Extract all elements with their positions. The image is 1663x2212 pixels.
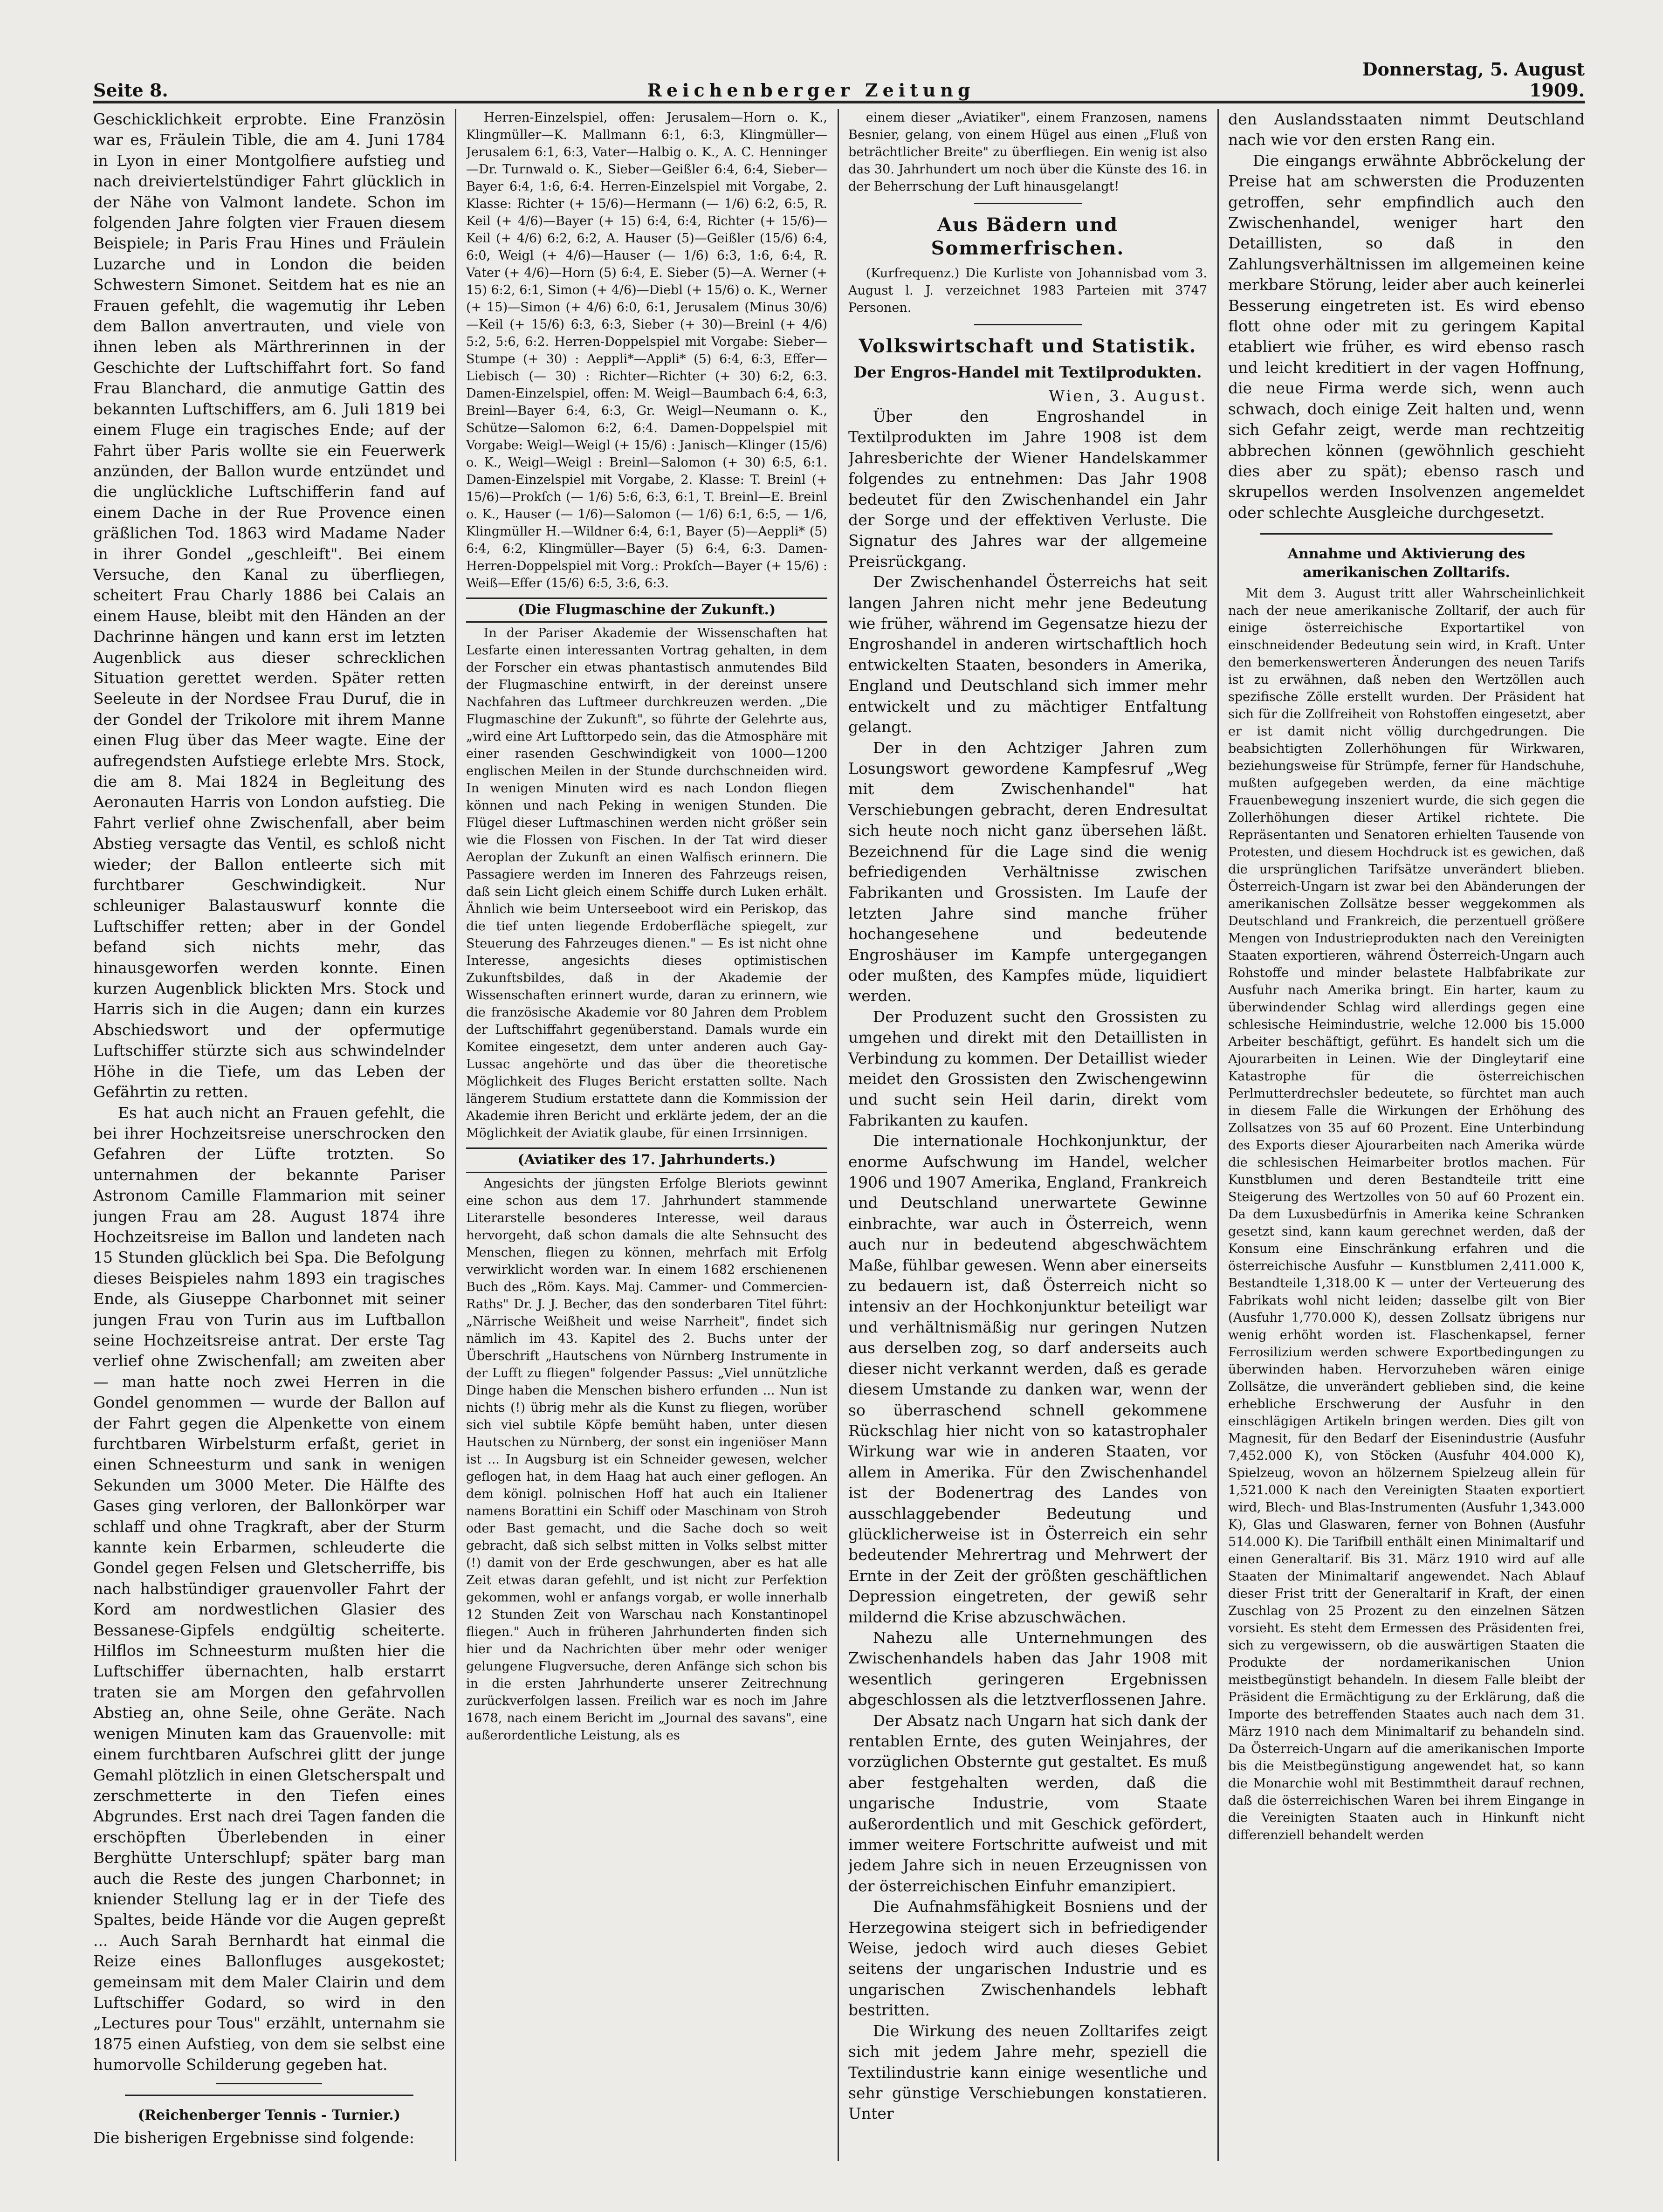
aviatiker-heading: (Aviatiker des 17. Jahrhunderts.) [466,1147,827,1173]
zolltarif-text: Mit dem 3. August tritt aller Wahrscheinlichkeit nach der neue amerikanische Zolltarif, der auch für einige österreichische Exportartikel von einschneidender Bedeutung sein wird, in Kraft. Unter den bemerkenswerteren Änderungen des neuen Tarifs ist zu erwähnen, daß neben den Wertzöllen auch spezifische Zölle erstellt wurden. Der Präsident hat sich für die Zollfreiheit von Rohstoffen eingesetzt, aber er ist damit nicht völlig durchgedrungen. Die beabsichtigten Zollerhöhungen für Wirkwaren, beziehungsweise für Strümpfe, ferner für Handschuhe, mußten aufgegeben werden, da eine mächtige Frauenbewegung inszeniert wurde, die sich gegen die Zollerhöhungen dieser Artikel richtete. Die Repräsentanten und Senatoren erhielten Tausende von Protesten, und diesem Hochdruck ist es gewichen, daß die ursprünglichen Tarifsätze unverändert blieben. Österreich-Ungarn ist zwar bei den Abänderungen der amerikanischen Zollsätze besser weggekommen als Deutschland und Frankreich, die perzentuell größere Mengen von Industrieprodukten nach den Vereinigten Staaten exportieren, während Österreich-Ungarn auch Rohstoffe und minder belastete Halbfabrikate zur Ausfuhr nach Amerika bringt. Ein harter, kaum zu überwindender Schlag wird allerdings gegen eine schlesische Heimindustrie, welche 12.000 bis 15.000 Arbeiter beschäftigt, geführt. Es handelt sich um die Ajourarbeiten in Leinen. Wie der Dingleytarif eine Katastrophe für die österreichischen Perlmutterdrechsler bedeutete, so fürchtet man auch in diesem Falle die Wirkungen der Erhöhung des Zollsatzes von 35 auf 60 Prozent. Eine Unterbindung des Exports dieser Ajourarbeiten nach Amerika würde die schlesischen Heimarbeiter brotlos machen. Für Kunstblumen und deren Bestandteile tritt eine Steigerung des Wertzolles von 50 auf 60 Prozent ein. Da dem Luxusbedürfnis in Amerika keine Schranken gesetzt sind, kann kaum gerechnet werden, daß der Konsum eine Einschränkung erfahren und die österreichische Ausfuhr — Kunstblumen 2,411.000 K, Bestandteile 1,318.00 K — unter der Verteuerung des Fabrikats wohl nicht leiden; dasselbe gilt von Bier (Ausfuhr 1,770.000 K), dessen Zollsatz übrigens nur wenig erhöht worden ist. Flaschenkapsel, ferner Ferrosilizium werden schwere Exportbedingungen zu überwinden haben. Hervorzuheben wären einige Zollsätze, die unverändert geblieben sind, die keine erhebliche Erschwerung der Ausfuhr in den einschlägigen Artikeln bringen werden. Dies gilt von Magnesit, für den Bedarf der Eisenindustrie (Ausfuhr 7,452.000 K), von Stöcken (Ausfuhr 404.000 K), Spielzeug, wovon an hölzernem Spielzeug allein für 1,521.000 K nach den Vereinigten Staaten exportiert wird, Blech- und Blas-Instrumenten (Ausfuhr 1,343.000 K), Glas und Glaswaren, ferner von Bohnen (Ausfuhr 514.000 K). Die Tarifbill enthält einen Minimaltarif und einen Generaltarif. Bis 31. März 1910 wird auf alle Staaten der Minimaltarif angewendet. Nach Ablauf dieser Frist tritt der Generaltarif in Kraft, der einen Zuschlag von 25 Prozent zu den einzelnen Sätzen vorsieht. Es steht dem Ermessen des Präsidenten frei, sich zu vergewissern, ob die auswärtigen Staaten die Produkte der nordamerikanischen Union meistbegünstigt behandeln. In diesem Falle bleibt der Präsident die Ermächtigung zu der Erklärung, daß die Importe des betreffenden Staates auch nach dem 31. März 1910 nach dem Minimaltarif zu behandeln sind. Da Österreich-Ungarn auf die amerikanischen Importe bis die Meistbegünstigung angewendet hat, so kann die Monarchie wohl mit Bestimmtheit darauf rechnen, daß die österreichischen Waren bei ihrem Eingange in die Vereinigten Staaten auch in Hinkunft nicht differenziell behandelt werden [1228,586,1585,1843]
tennis-results: Herren-Einzelspiel, offen: Jerusalem—Horn o. K., Klingmüller—K. Mallmann 6:1, 6:3, Klingmüller—Jerusalem 6:1, 6:3, Vater—Halbig o. K., A. C. Henninger—Dr. Turnwald o. K., Sieber—Geißler 6:4, 6:4, Sieber—Bayer 6:4, 1:6, 6:4. Herren-Einzelspiel mit Vorgabe, 2. Klasse: Richter (+ 15/6)—Hermann (— 1/6) 6:2, 6:5, R. Keil (+ 4/6)—Bayer (+ 15) 6:4, 6:4, Richter (+ 15/6)—Keil (+ 4/6) 6:2, 6:2, A. Hauser (5)—Geißler (15/6) 6:4, 6:0, Weigl (+ 4/6)—Hauser (— 1/6) 6:3, 1:6, 6:4, R. Vater (+ 4/6)—Horn (5) 6:4, E. Sieber (5)—A. Werner (+ 15) 6:2, 6:1, Simon (+ 4/6)—Diebl (+ 15/6) o. K., Werner (+ 15)—Simon (+ 4/6) 6:0, 6:1, Jerusalem (Minus 30/6)—Keil (+ 15/6) 6:3, 6:3, Sieber (+ 30)—Breinl (+ 4/6) 5:2, 5:6, 6:2. Herren-Doppelspiel mit Vorgabe: Sieber—Stumpe (+ 30) : Aeppli*—Appli* (5) 6:4, 6:3, Effer—Liebisch (— 30) : Richter—Richter (+ 30) 6:2, 6:3. Damen-Einzelspiel, offen: M. Weigl—Baumbach 6:4, 6:3, Breinl—Bayer 6:4, 6:3, Gr. Weigl—Neumann o. K., Schütze—Salomon 6:2, 6:4. Damen-Doppelspiel mit Vorgabe: Weigl—Weigl (+ 15/6) : Janisch—Klinger (15/6) o. K., Weigl—Weigl : Breinl—Salomon (+ 30) 6:5, 6:1. Damen-Einzelspiel mit Vorgabe, 2. Klasse: T. Breinl (+ 15/6)—Prokſch (— 1/6) 5:6, 6:3, 6:1, T. Breinl—E. Breinl o. K., Hauser (— 1/6)—Salomon (— 1/6) 6:1, 6:5, — 1/6, Klingmüller H.—Wildner 6:4, 6:1, Bayer (5)—Aeppli* (5) 6:4, 6:2, Klingmüller—Bayer (5) 6:4, 6:3. Damen-Herren-Doppelspiel mit Vorg.: Prokſch—Bayer (+ 15/6) : Weiß—Effer (15/6) 6:5, 3:6, 6:3. [466,110,827,591]
article-paragraph: Die Wirkung des neuen Zolltarifes zeigt sich mit jedem Jahre mehr, speziell die Textilindustrie kann einige wesentliche und sehr günstige Verschiebungen konstatieren. Unter [848,2021,1207,2123]
article-paragraph: Die Aufnahmsfähigkeit Bosniens und der Herzegowina steigert sich in befriedigender Weise, jedoch wird auch dieses Gebiet seitens der ungarischen Industrie und es ungarischen Zwischenhandels lebhaft bestritten. [848,1897,1207,2020]
separator [1260,533,1553,535]
article-paragraph: Der Produzent sucht den Grossisten zu umgehen und direkt mit den Detaillisten in Verbindung zu kommen. Der Detaillist wieder meidet den Grossisten den Zwischengewinn und sucht sein Heil darin, direkt vom Fabrikanten zu kaufen. [848,1007,1207,1129]
aviatiker-continuation-block [848,109,1207,195]
article-paragraph: Geschicklichkeit erprobte. Eine Französin war es, Fräulein Tible, die am 4. Juni 1784 in Lyon in einer Montgolfiere aufstieg und nach dreiviertelstündiger Fahrt glücklich in der Nähe von Valmont landete. Schon im folgenden Jahre folgten vier Frauen diesem Beispiele; in Paris Frau Hines und Fräulein Luzarche und in London die beiden Schwestern Simonet. Seitdem hat es nie an Frauen gefehlt, die wagemutig ihr Leben dem Ballon anvertrauten, und viele von ihnen leben als Märthrerinnen in der Geschichte der Luftschiffahrt fort. So fand Frau Blanchard, die anmutige Gattin des bekannten Luftschiffers, am 6. Juli 1819 bei einem Fluge ein tragisches Ende; auf der Fahrt über Paris wollte sie ein Feuerwerk anzünden, der Ballon wurde entzündet und die unglückliche Luftschifferin fand auf einem Dache in der Rue Provence einen gräßlichen Tod. 1863 wird Madame Nader in ihrer Gondel „geschleift". Bei einem Versuche, den Kanal zu überfliegen, scheitert Frau Charly 1886 bei Calais an einem Hause, bleibt mit den Händen an der Dachrinne hängen und kann erst im letzten Augenblick aus dieser schrecklichen Situation gerettet werden. Später retten Seeleute in der Nordsee Frau Duruf, die in der Gondel der Trikolore mit ihrem Manne einen Flug über das Meer wagte. Eine der aufregendsten Aufstiege erlebte Mrs. Stock, die am 8. Mai 1824 in Begleitung des Aeronauten Harris von London aufstieg. Die Fahrt verlief ohne Zwischenfall, aber beim Abstieg versagte das Ventil, es schloß nicht wieder; der Ballon entleerte sich mit furchtbarer Geschwindigkeit. Nur schleuniger Balastauswurf konnte die Luftschiffer retten; aber in der Gondel befand sich nichts mehr, das hinausgeworfen werden konnte. Einen kurzen Augenblick blickten Mrs. Stock und Harris sich in die Augen; dann ein kurzes Abschiedswort und der opfermutige Luftschiffer stürzte sich aus schwindelnder Höhe in die Tiefe, um das Leben der Gefährtin zu retten. [93,110,445,1101]
kurfrequenz-text: (Kurfrequenz.) Die Kurliste von Johannisbad vom 3. August l. J. verzeichnet 1983 Parteien mit 3747 Personen. [848,266,1207,315]
article-paragraph: den Auslandsstaaten nimmt Deutschland nach wie vor den ersten Rang ein. [1228,110,1585,149]
tennis-intro: Die bisherigen Ergebnisse sind folgende: [93,2128,415,2147]
flugmaschine-block [466,625,827,1142]
column-rule [455,109,456,2161]
tennis-heading: (Reichenberger Tennis - Turnier.) [137,2107,401,2123]
kurfrequenz-block [848,265,1207,316]
article-paragraph: Es hat auch nicht an Frauen gefehlt, die bei ihrer Hochzeitsreise unerschrocken den Gefahren der Lüfte trotzten. So unternahmen der bekannte Pariser Astronom Camille Flammarion mit seiner jungen Frau am 28. August 1874 ihre Hochzeitsreise im Ballon und landeten nach 15 Stunden glücklich bei Spa. Die Befolgung dieses Beispieles nahm 1893 ein tragisches Ende, als Giuseppe Charbonnet mit seiner jungen Frau von Turin aus im Luftballon seine Hochzeitsreise antrat. Der erste Tag verlief ohne Zwischenfall; am zweiten aber — man hatte noch zwei Herren in die Gondel genommen — wurde der Ballon auf der Fahrt gegen die Alpenkette von einem furchtbaren Wirbelsturm erfaßt, geriet in einen Schneesturm und sank in wenigen Sekunden um 3000 Meter. Die Hälfte des Gases ging verloren, der Ballonkörper war schlaff und ohne Tragkraft, aber der Sturm kannte kein Erbarmen, schleuderte die Gondel gegen Felsen und Gletscherriffe, bis nach halbstündiger grauenvoller Fahrt der Kord am nordwestlichen Glasier des Bessanese-Gipfels endgültig scheiterte. Hilflos im Schneesturm mußten hier die Luftschiffer übernachten, halb erstarrt traten sie am Morgen den gefahrvollen Abstieg an, ohne Seile, ohne Geräte. Nach wenigen Minuten kam das Grauenvolle: mit einem furchtbaren Aufschrei glitt der junge Gemahl plötzlich in einen Gletscherspalt und zerschmetterte in den Tiefen eines Abgrundes. Erst nach drei Tagen fanden die erschöpften Überlebenden in einer Berghütte Unterschlupf; später barg man auch die Reste des jungen Charbonnet; in kniender Stellung lag er in der Tiefe des Spaltes, beide Hände vor die Augen gepreßt ... Auch Sarah Bernhardt hat einmal die Reize eines Ballonfluges ausgekostet; gemeinsam mit dem Maler Clairin und dem Luftschiffer Godard, so wird in den „Lectures pour Tous" erzählt, unternahm sie 1875 einen Aufstieg, von dem sie selbst eine humorvolle Schilderung gegeben hat. [93,1103,445,2074]
aviatiker-text: Angesichts der jüngsten Erfolge Bleriots gewinnt eine schon aus dem 17. Jahrhundert stammende Literarstelle besonderes Interesse, weil daraus hervorgeht, daß schon damals die alte Sehnsucht des Menschen, fliegen zu können, mehrfach mit Erfolg verwirklicht worden war. In einem 1682 erschienenen Buch des „Röm. Kays. Maj. Cammer- und Commercien-Raths" Dr. J. J. Becher, das den sonderbaren Titel führt: „Närrische Weißheit und weise Narrheit", findet sich nämlich im 43. Kapitel des 2. Buchs unter der Überschrift „Hautschens von Nürnberg Instrumente in der Lufft zu fliegen" folgender Passus: „Viel unnützliche Dinge haben die Menschen bishero erfunden ... Nun ist nichts (!) übrig mehr als die Kunst zu fliegen, worüber sich viel subtile Köpfe bemüht haben, unter diesen Hautschen zu Nürnberg, der sonst ein ingeniöser Mann ist ... In Augsburg ist ein Schneider gewesen, welcher geflogen hat, in dem Haag hat auch einer geflogen. An dem königl. polnischen Hoff hat auch ein Italiener namens Borattini ein Schiff oder Maschinam von Stroh oder Bast gemacht, und die Sache doch so weit gebracht, daß sich selbst mitten in Volks selbst mitter (!) damit von der Erde geschwungen, aber es hat alle Zeit etwas daran gefehlt, und ist nicht zur Perfektion gekommen, wohl er anfangs vorgab, er wolle innerhalb 12 Stunden Zeit von Warschau nach Konstantinopel fliegen." Auch in früheren Jahrhunderten finden sich hier und da Nachrichten über mehr oder weniger gelungene Flugversuche, deren Anfänge sich schon bis in die ersten Jahrhunderte unserer Zeitrechnung zurückverfolgen lassen. Freilich war es noch im Jahre 1678, nach einem Bericht im „Journal des savans", eine außerordentliche Leistung, als es [466,1176,827,1743]
dateline: Wien, 3. August. [1049,387,1207,405]
column-2 [466,109,827,2161]
column-1 [93,109,445,2161]
separator [974,203,1082,204]
article-paragraph: Über den Engroshandel in Textilprodukten im Jahre 1908 ist dem Jahresberichte der Wiener Handelskammer folgendes zu entnehmen: Das Jahr 1908 bedeutet für den Zwischenhandel ein Jahr der Sorge und der effektiven Verluste. Die Signatur des Jahres war der allgemeine Preisrückgang. [848,407,1207,570]
article-paragraph: Der Zwischenhandel Österreichs hat seit langen Jahren nicht mehr jene Bedeutung wie früher, während im Gegensatze hiezu der Engroshandel in anderen wirtschaftlich hoch entwickelten Staaten, besonders in Amerika, England und Deutschland sich immer mehr entwickelt und zu mächtiger Entfaltung gelangt. [848,573,1207,736]
aviatiker-block [466,1175,827,1744]
newspaper-name: Reichenberger Zeitung [647,80,975,101]
page-header [93,59,1585,103]
article-paragraph: Nahezu alle Unternehmungen des Zwischenhandels haben das Jahr 1908 mit wesentlich geringeren Ergebnissen abgeschlossen als die letztverflossenen Jahre. [848,1628,1207,1709]
tennis-results-block [466,109,827,592]
separator [125,2095,413,2096]
issue-date: Donnerstag, 5. August 1909. [1362,59,1585,101]
flugmaschine-heading: (Die Flugmaschine der Zukunft.) [466,598,827,623]
column-rule [1217,109,1219,2161]
column-rule [838,109,839,2161]
separator [974,324,1082,325]
column-3 [848,109,1207,2161]
aviatiker-continuation: einem dieser „Aviatiker", einem Franzosen, namens Besnier, gelang, von einem Hügel aus einen „Fluß von beträchtlicher Breite" zu überfliegen. Ein wenig ist also das 30. Jahrhundert um noch über die Künste des 16. in der Beherrschung der Luft hinausgelangt! [848,110,1207,194]
zolltarif-block [1228,585,1585,1844]
article-paragraph: Die internationale Hochkonjunktur, der enorme Aufschwung im Handel, welcher 1906 und 1907 Amerika, England, Frankreich und Deutschland unerwartete Gewinne einbrachte, war auch in Österreich, wenn auch nur in bedeutend abgeschwächtem Maße, fühlbar gewesen. Wenn aber einerseits zu bedauern ist, daß Österreich nicht so intensiv an der Hochkonjunktur beteiligt war und verhältnismäßig nur geringen Nutzen aus derselben zog, so darf anderseits auch dieser nicht verkannt werden, daß es gerade diesem Umstande zu danken war, wenn der so überraschend schnell gekommene Rückschlag hier nicht von so katastrophaler Wirkung war wie in anderen Staaten, vor allem in Amerika. Für den Zwischenhandel ist der Bodenertrag des Landes von ausschlaggebender Bedeutung und glücklicherweise ist in Österreich ein sehr bedeutender Mehrertrag und Mehrwert der Ernte in der Zeit der größten geschäftlichen Depression eingetreten, der gewiß sehr mildernd die Krise abzuschwächen. [848,1132,1207,1626]
page-number: Seite 8. [93,80,168,101]
article-paragraph: Der in den Achtziger Jahren zum Losungswort gewordene Kampfesruf „Weg mit dem Zwischenhandel" hat Verschiebungen gebracht, deren Endresultat sich heute noch nicht ganz übersehen läßt. Bezeichnend für die Lage sind die wenig befriedigenden Verhältnisse zwischen Fabrikanten und Grossisten. Im Laufe der letzten Jahre sind manche früher hochangesehene und bedeutende Engroshäuser im Kampfe untergegangen oder mußten, des Kampfes müde, liquidiert werden. [848,738,1207,1005]
section-heading-volkswirtschaft: Volkswirtschaft und Statistik. [859,335,1197,357]
section-heading-baeder: Aus Bädern und Sommerfrischen. [931,214,1125,259]
article-title-engros: Der Engros-Handel mit Textilprodukten. [853,363,1202,381]
article-paragraph: Der Absatz nach Ungarn hat sich dank der rentablen Ernte, des guten Weinjahres, der vorzüglichen Obsternte gut gestaltet. Es muß aber festgehalten werden, daß die ungarische Industrie, vom Staate außerordentlich und mit Geschick gefördert, immer weitere Fortschritte aufweist und mit jedem Jahre sich in neuen Erzeugnissen von der österreichischen Einfuhr emanzipiert. [848,1711,1207,1895]
separator [216,2083,322,2084]
flugmaschine-text: In der Pariser Akademie der Wissenschaften hat Lesfarte einen interessanten Vortrag gehalten, in dem der Forscher ein etwas phantastisch anmutendes Bild der Flugmaschine entwirft, in der dereinst unsere Nachfahren das Luftmeer durchkreuzen werden. „Die Flugmaschine der Zukunft", so führte der Gelehrte aus, „wird eine Art Lufttorpedo sein, das die Atmosphäre mit einer rasenden Geschwindigkeit von 1000—1200 englischen Meilen in der Stunde durchschneiden wird. In wenigen Minuten wird es nach London fliegen können und nach Peking in wenigen Stunden. Die Flügel dieser Luftmaschinen werden nicht größer sein wie die Flossen von Fischen. In der Tat wird dieser Aeroplan der Zukunft an einen Walfisch erinnern. Die Passagiere werden im Inneren des Fahrzeugs reisen, daß sein Licht gleich einem Schiffe durch Luken erhält. Ähnlich wie beim Unterseeboot wird ein Periskop, das die tief unten liegende Erdoberfläche spiegelt, zur Steuerung des Fahrzeuges dienen." — Es ist nicht ohne Interesse, angesichts dieses optimistischen Zukunftsbildes, daß in der Akademie der Wissenschaften erinnert wurde, daran zu erinnern, wie die französische Akademie vor 80 Jahren dem Problem der Luftschiffahrt gegenüberstand. Damals wurde ein Komitee eingesetzt, dem unter anderen auch Gay-Lussac angehörte und das über die theoretische Möglichkeit des Fluges Bericht erstatten sollte. Nach längerem Studium erstattete dann die Kommission der Akademie ihren Bericht und erklärte jedem, der an die Möglichkeit der Aviatik glaube, für einen Irrsinnigen. [466,626,827,1141]
article-paragraph: Die eingangs erwähnte Abbröckelung der Preise hat am schwersten die Produzenten getroffen, sehr empfindlich auch den Zwischenhandel, weniger hart den Detaillisten, so daß in den Zahlungsverhältnissen im allgemeinen keine merkbare Störung, leider aber auch keinerlei Besserung eingetreten ist. Es wird ebenso flott ohne oder mit zu geringem Kapital etabliert wie früher, es wird ebenso rasch und leicht kreditiert in der vagen Hoffnung, die neue Firma werde sich, wenn auch schwach, doch einige Zeit halten und, wenn sich Gefahr zeigt, werde man rechtzeitig abbrechen können (gewöhnlich geschieht dies aber zu spät); ebenso rasch und skrupellos werden Insolvenzen angemeldet oder schlechte Ausgleiche durchgesetzt. [1228,151,1585,522]
column-4 [1228,109,1585,2161]
zolltarif-heading: Annahme und Aktivierung des amerikanischen Zolltarifs. [1287,546,1526,581]
